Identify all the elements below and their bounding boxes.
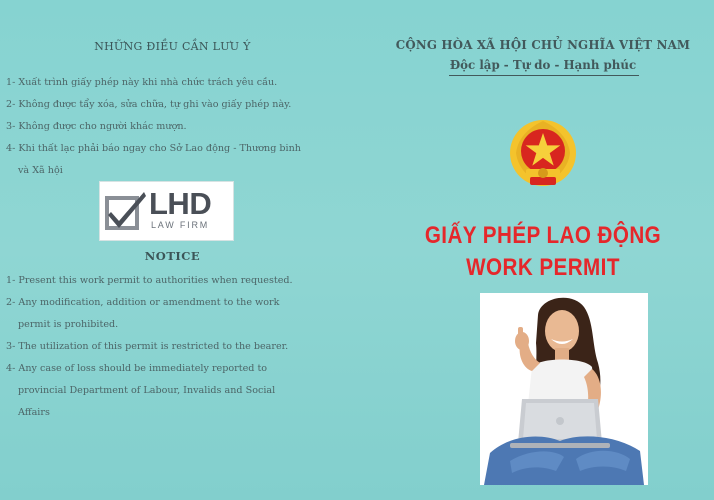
notice-2-cont: permit is prohibited. xyxy=(18,319,119,330)
notice-list xyxy=(6,270,336,424)
lhd-logo xyxy=(99,181,234,241)
republic-heading: CỘNG HÒA XÃ HỘI CHỦ NGHĨA VIỆT NAM xyxy=(395,38,691,52)
logo-wordmark: LHD xyxy=(149,186,212,221)
vietnam-national-emblem-icon xyxy=(506,117,580,191)
front-cover-panel xyxy=(372,0,714,500)
notice-2: 2- Any modification, addition or amendment to the work xyxy=(6,297,280,308)
permit-title-vietnamese: GIẤY PHÉP LAO ĐỘNG xyxy=(424,222,662,249)
rule-1: 1- Xuất trình giấy phép này khi nhà chức trách yêu cầu. xyxy=(6,77,278,88)
permit-title-english: WORK PERMIT xyxy=(466,254,620,281)
holder-photo xyxy=(480,293,648,485)
rule-4: 4- Khi thất lạc phải báo ngay cho Sở Lao động - Thương binh xyxy=(6,143,301,154)
woman-with-laptop-photo xyxy=(480,293,648,485)
rule-4-cont: và Xã hội xyxy=(18,165,63,176)
rules-list xyxy=(6,72,336,182)
logo-subtitle: LAW FIRM xyxy=(151,220,210,230)
rule-2: 2- Không được tẩy xóa, sửa chữa, tự ghi vào giấy phép này. xyxy=(6,99,292,110)
notice-4-cont-2: Affairs xyxy=(18,407,50,418)
notice-4-cont-1: provincial Department of Labour, Invalids and Social xyxy=(18,385,276,396)
rule-3: 3- Không được cho người khác mượn. xyxy=(6,121,187,132)
motto-underline xyxy=(449,75,639,76)
notice-4: 4- Any case of loss should be immediately reported to xyxy=(6,363,268,374)
notice-3: 3- The utilization of this permit is restricted to the bearer. xyxy=(6,341,289,352)
notice-title: NOTICE xyxy=(144,249,201,263)
notes-title: NHỮNG ĐIỀU CẦN LƯU Ý xyxy=(94,40,251,53)
national-motto: Độc lập - Tự do - Hạnh phúc xyxy=(449,58,637,72)
lhd-checkmark-logo-icon xyxy=(102,188,148,234)
back-cover-panel xyxy=(0,0,345,500)
notice-1: 1- Present this work permit to authorities when requested. xyxy=(6,275,293,286)
